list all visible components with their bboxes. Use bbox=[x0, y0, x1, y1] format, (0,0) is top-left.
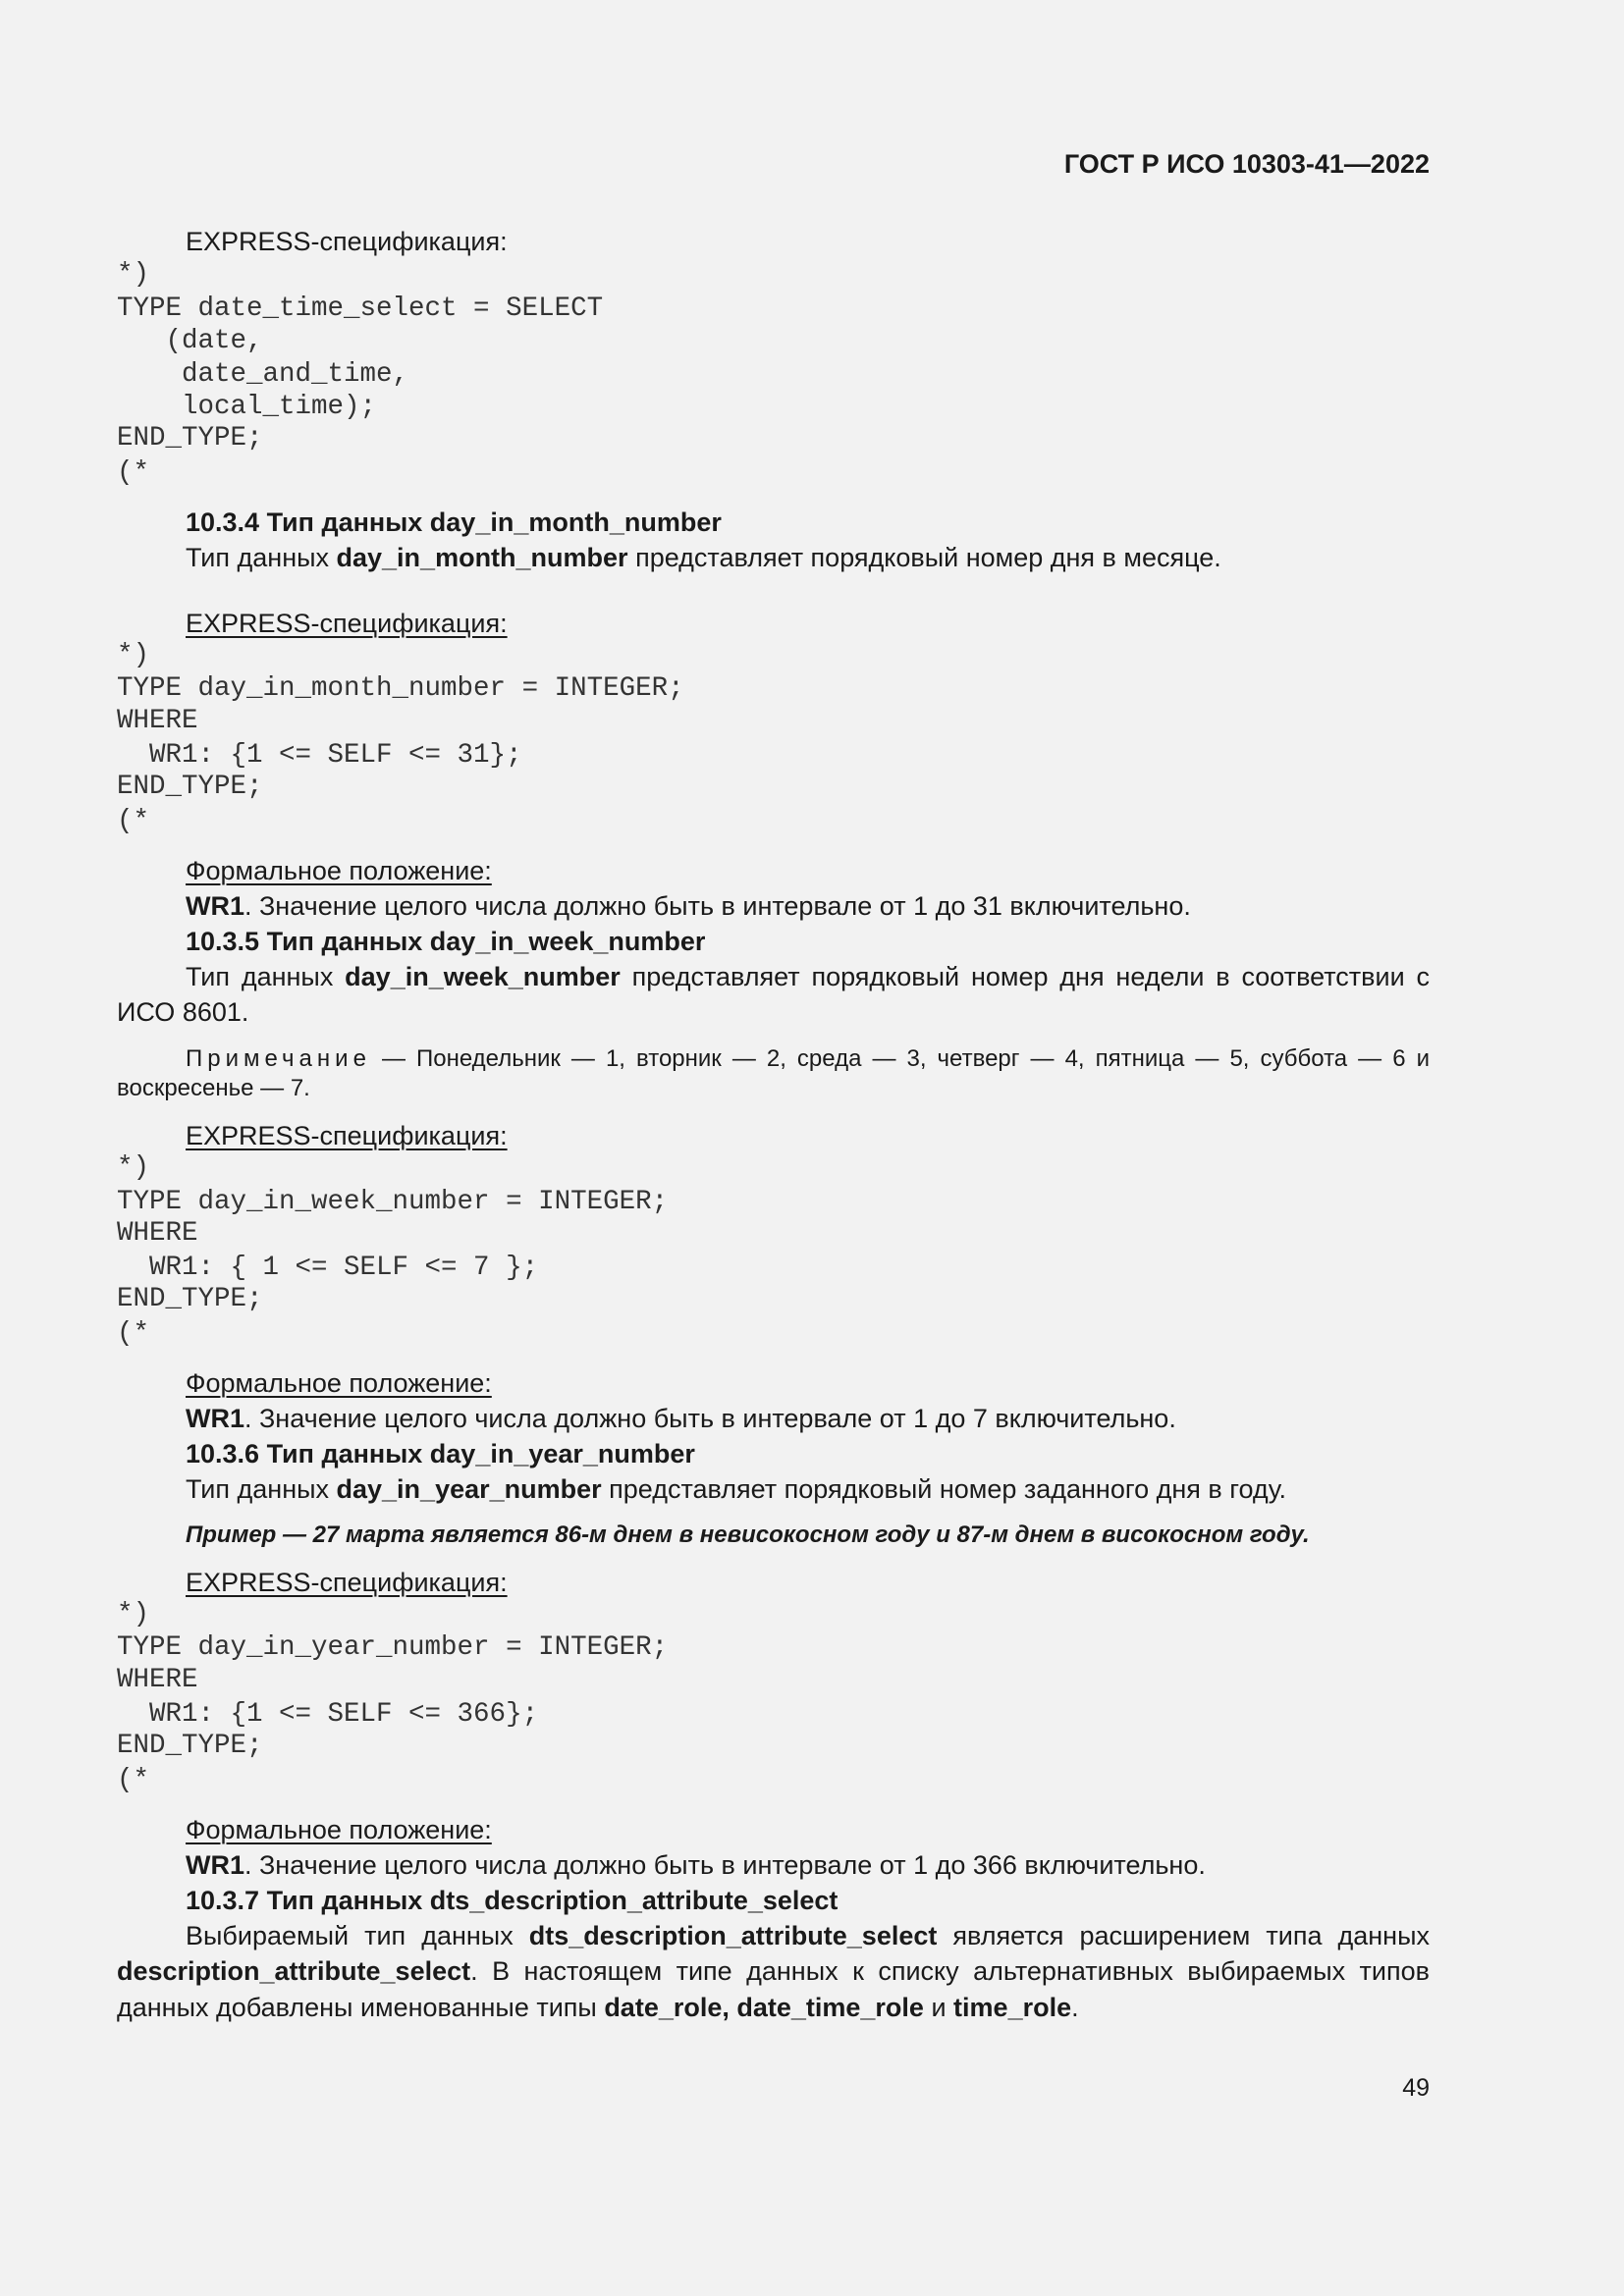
code-line: WHERE bbox=[117, 1665, 198, 1695]
section-heading: 10.3.7 Тип данных dts_description_attribute_select bbox=[186, 1886, 839, 1915]
section-description-cont: ИСО 8601. bbox=[117, 997, 249, 1027]
code-line: (* bbox=[117, 1318, 150, 1349]
code-line: (date, bbox=[117, 326, 263, 356]
code-line: (* bbox=[117, 457, 150, 488]
code-line: END_TYPE; bbox=[117, 1731, 263, 1761]
code-line: date_and_time, bbox=[117, 359, 409, 390]
formal-rule: WR1. Значение целого числа должно быть в интервале от 1 до 366 включительно. bbox=[186, 1850, 1206, 1880]
code-line: WR1: { 1 <= SELF <= 7 }; bbox=[117, 1253, 539, 1283]
section-description: Тип данных day_in_month_number представляет порядковый номер дня в месяце. bbox=[186, 543, 1221, 572]
example: Пример — 27 марта является 86-м днем в невисокосном году и 87-м днем в високосном году. bbox=[186, 1522, 1310, 1548]
page-number: 49 bbox=[1402, 2074, 1430, 2102]
formal-label: Формальное положение: bbox=[186, 1368, 492, 1398]
express-label: EXPRESS-спецификация: bbox=[186, 227, 508, 256]
paragraph-line: Выбираемый тип данных dts_description_attribute_select является расширением типа данных bbox=[186, 1921, 1430, 1950]
note-cont: воскресенье — 7. bbox=[117, 1075, 310, 1101]
formal-label: Формальное положение: bbox=[186, 1815, 492, 1844]
code-line: END_TYPE; bbox=[117, 772, 263, 802]
formal-label: Формальное положение: bbox=[186, 856, 492, 885]
code-line: WHERE bbox=[117, 1218, 198, 1249]
code-line: TYPE date_time_select = SELECT bbox=[117, 294, 604, 324]
code-line: TYPE day_in_year_number = INTEGER; bbox=[117, 1632, 669, 1663]
section-heading: 10.3.5 Тип данных day_in_week_number bbox=[186, 927, 706, 956]
express-label: EXPRESS-спецификация: bbox=[186, 1121, 508, 1150]
section-description: Тип данных day_in_week_number представляет порядковый номер дня недели в соответствии с bbox=[186, 962, 1430, 991]
paragraph-line: description_attribute_select. В настоящем типе данных к списку альтернативных выбираемых типов bbox=[117, 1956, 1430, 1986]
section-heading: 10.3.4 Тип данных day_in_month_number bbox=[186, 507, 722, 537]
code-line: WR1: {1 <= SELF <= 366}; bbox=[117, 1699, 539, 1730]
paragraph-line: данных добавлены именованные типы date_role, date_time_role и time_role. bbox=[117, 1993, 1079, 2022]
code-line: *) bbox=[117, 259, 150, 290]
code-line: (* bbox=[117, 1765, 150, 1795]
express-label: EXPRESS-спецификация: bbox=[186, 1568, 508, 1597]
code-line: *) bbox=[117, 640, 150, 670]
code-line: END_TYPE; bbox=[117, 423, 263, 454]
section-description: Тип данных day_in_year_number представляет порядковый номер заданного дня в году. bbox=[186, 1474, 1286, 1504]
code-line: *) bbox=[117, 1152, 150, 1183]
code-line: (* bbox=[117, 806, 150, 836]
code-line: END_TYPE; bbox=[117, 1284, 263, 1314]
code-line: *) bbox=[117, 1599, 150, 1629]
code-line: WHERE bbox=[117, 706, 198, 736]
express-label: EXPRESS-спецификация: bbox=[186, 609, 508, 638]
code-line: local_time); bbox=[117, 392, 377, 422]
formal-rule: WR1. Значение целого числа должно быть в интервале от 1 до 31 включительно. bbox=[186, 891, 1191, 921]
formal-rule: WR1. Значение целого числа должно быть в интервале от 1 до 7 включительно. bbox=[186, 1404, 1176, 1433]
code-line: WR1: {1 <= SELF <= 31}; bbox=[117, 740, 522, 771]
section-heading: 10.3.6 Тип данных day_in_year_number bbox=[186, 1439, 695, 1468]
code-line: TYPE day_in_month_number = INTEGER; bbox=[117, 673, 684, 704]
note: Примечание — Понедельник — 1, вторник — 2, среда — 3, четверг — 4, пятница — 5, суббота — 6 и bbox=[186, 1045, 1430, 1072]
code-line: TYPE day_in_week_number = INTEGER; bbox=[117, 1187, 669, 1217]
document-id: ГОСТ Р ИСО 10303-41—2022 bbox=[1063, 149, 1430, 179]
